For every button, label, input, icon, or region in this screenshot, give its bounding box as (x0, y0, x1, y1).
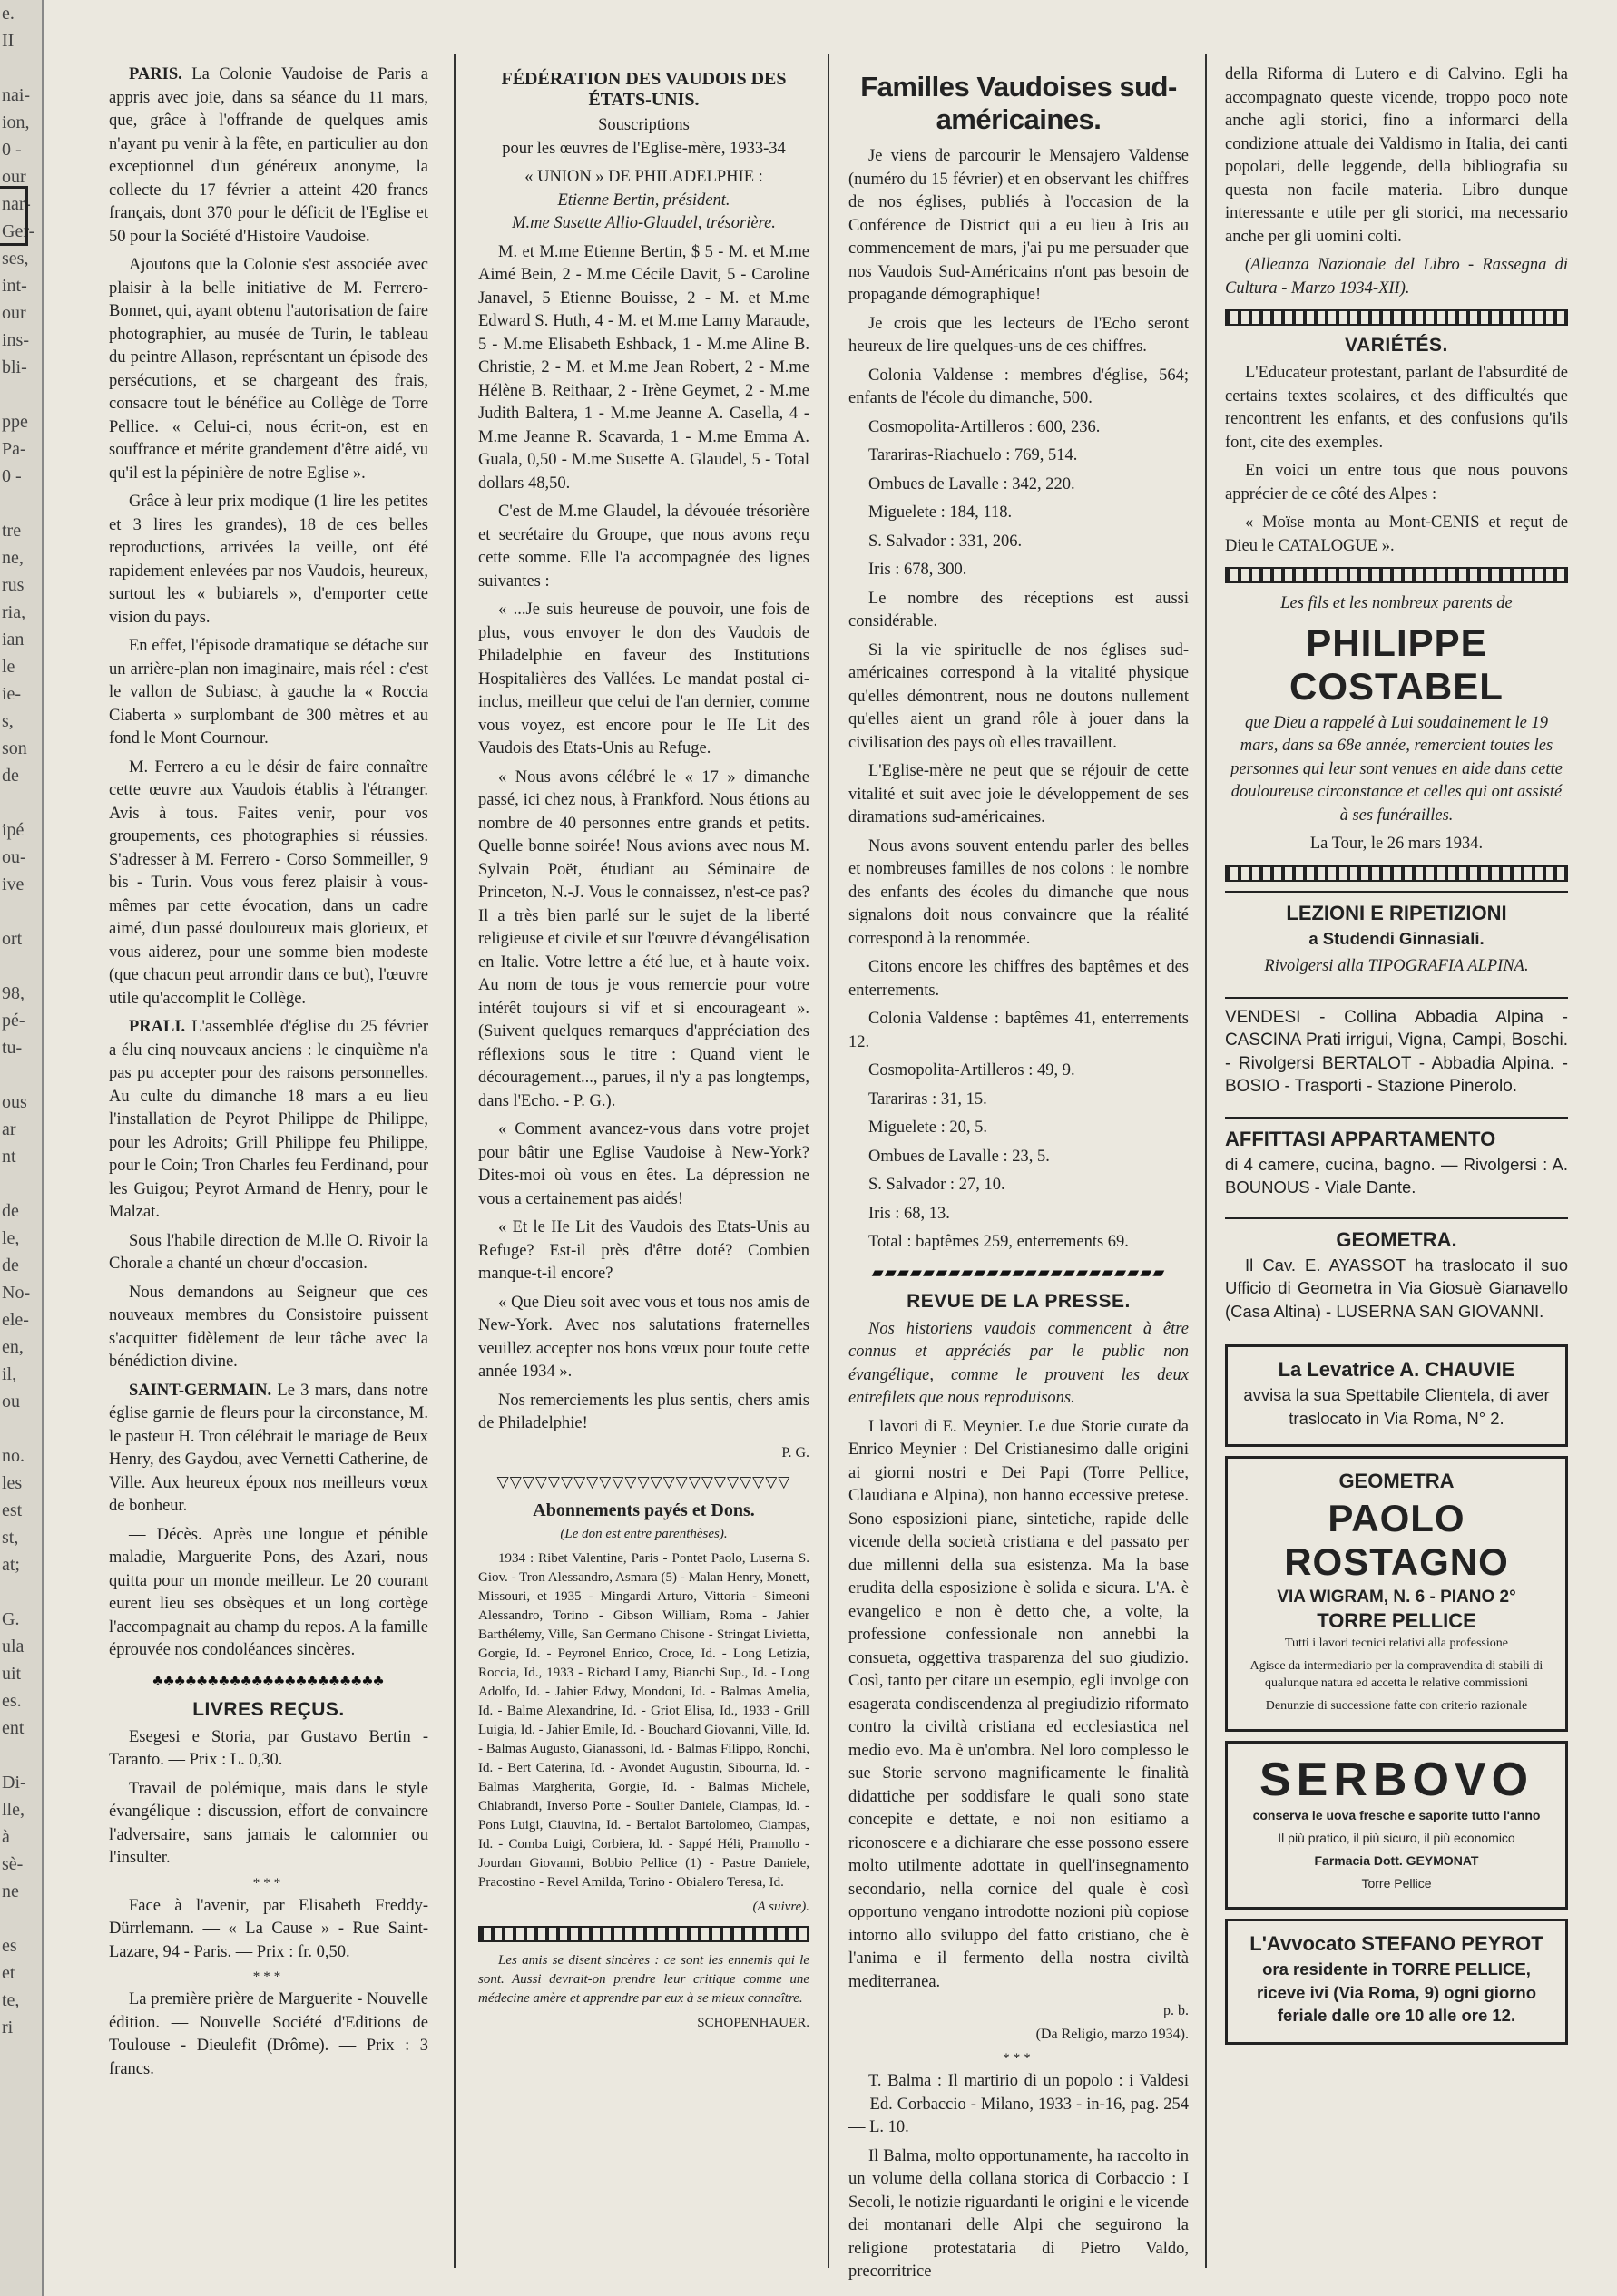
ad-text: VENDESI - Collina Abbadia Alpina - CASCINA Prati irrigui, Vigna, Campi, Boschi. - Rivolgersi BERTALOT - Abbadia Alpina. - BOSIO - Trasporti - Stazione Pinerolo. (1225, 1007, 1568, 1096)
source: (Alleanza Nazionale del Libro - Rassegna di Cultura - Marzo 1934-XII). (1225, 256, 1568, 298)
section-title: Familles Vaudoises sud-américaines. (860, 71, 1177, 135)
margin-fragment: ele- (2, 1310, 29, 1330)
margin-fragment: ppe (2, 412, 28, 432)
statistic-line: Cosmopolita-Artilleros : 600, 236. (868, 417, 1101, 436)
ad-title: SERBOVO (1259, 1754, 1534, 1806)
margin-fragment: uit (2, 1664, 22, 1684)
statistics-list (848, 1008, 1189, 1255)
margin-fragment: nai- (2, 85, 31, 105)
section-head: PARIS. (129, 65, 182, 83)
paragraph: Travail de polémique, mais dans le style évangélique : discussion, effort de convaincre l'adversaire, sans jamais le calomnier ou l'insulter. (109, 1779, 428, 1867)
ad-vendesi (1225, 997, 1568, 1111)
section-head: SAINT-GERMAIN. (129, 1381, 272, 1400)
margin-fragment: 98, (2, 983, 24, 1003)
column-3 (848, 64, 1189, 2290)
margin-fragment: int- (2, 276, 27, 296)
paragraph: Ajoutons que la Colonie s'est associée avec plaisir à la belle initiative de M. Ferrero-Bonnet, qui, ayant obtenu l'autorisation de faire photographier, au musée de Turin, le tableau du peintre Allason, représentant un épisode des persécutions, et se chargeant des frais, consacre tout le bénéfice au Collège de Torre Pellice. « Celui-ci, nous écrit-on, est en souffrance et mérite grandement d'être aidé, vu qu'il est la pépinière de notre Eglise ». (109, 256, 428, 483)
to-be-continued: (A suivre). (752, 1900, 809, 1914)
paragraph: Grâce à leur prix modique (1 lire les petites et 3 lires les grandes), 18 de ces belles reproductions, arrivées la veille, ont été rapidement enlevées par nos Vaudois, heureux, surtout les « bubiarels », d'emporter cette vision du pays. (109, 493, 428, 627)
section-title: VARIÉTÉS. (1345, 335, 1448, 356)
paragraph: — Décès. Après une longue et pénible maladie, Marguerite Pons, des Azari, nous quitta pour un monde meilleur. Le 20 courant eurent lieu ses obsèques et un long cortège l'accompagnait au champ du repos. A la famille éprouvée nos condoléances sincères. (109, 1525, 428, 1659)
ad-text: Torre Pellice (1361, 1876, 1432, 1891)
paragraph: Le nombre des réceptions est aussi considérable. (848, 589, 1189, 630)
margin-fragment: at; (2, 1555, 20, 1575)
subheading: « UNION » DE PHILADELPHIE : (524, 168, 763, 186)
paragraph: C'est de M.me Glaudel, la dévouée trésorière et secrétaire du Groupe, que nous avons reçu cette somme. Elle l'a accompagnée des lignes suivantes : (478, 503, 809, 591)
margin-fragment: s, (2, 711, 14, 731)
statistic-line: Miguelete : 20, 5. (868, 1119, 988, 1137)
column-rule (1205, 54, 1207, 2268)
margin-fragment: ula (2, 1637, 24, 1656)
margin-fragment: No- (2, 1283, 31, 1303)
subtitle: pour les œuvres de l'Eglise-mère, 1933-34 (502, 139, 786, 158)
left-page-margin-fragment (0, 0, 44, 2296)
margin-fragment: ort (2, 929, 23, 949)
margin-fragment: Ger- (2, 221, 35, 241)
margin-fragment: ion, (2, 112, 30, 132)
ad-subtitle: a Studendi Ginnasiali. (1308, 928, 1485, 948)
margin-fragment: ne, (2, 548, 24, 568)
ad-lezioni (1225, 891, 1568, 992)
margin-fragment: rus (2, 575, 24, 595)
margin-fragment: ent (2, 1718, 24, 1738)
margin-fragment: our (2, 167, 26, 187)
section-title: LIVRES REÇUS. (192, 1698, 345, 1720)
paragraph: Il Balma, molto opportunamente, ha raccolto in un volume della collana storica di Corbaccio : I Secoli, le notizie riguardanti le origini e le vicende dei montanari delle Alpi che seguirono la religione protestataria di Pietro Valdo, precorritrice (848, 2146, 1189, 2281)
source: (Da Religio, marzo 1934). (1035, 2026, 1189, 2042)
paragraph: della Riforma di Lutero e di Calvino. Egli ha accompagnato queste vicende, troppo poco note anche agli storici, fino a informarci della condizione attuale dei Valdismo in Italia, dei canti popolari, delle leggende, della bibliografia su questa non facile materia. Libro dunque interessante e utile per gli storici, ma necessario anche per gli uomini colti. (1225, 65, 1568, 246)
paragraph: Le 3 mars, dans notre église garnie de fleurs pour la circonstance, M. le pasteur H. Tron célébrait le mariage de Beux Henry, des Gaydou, avec Vernetti Catherine, de Ville. Aux heureux époux nos meilleurs vœux de bonheur. (109, 1381, 428, 1515)
margin-fragment: ipé (2, 820, 24, 840)
margin-fragment: de (2, 1201, 19, 1221)
ad-town: TORRE PELLICE (1317, 1609, 1476, 1632)
book-entry: La première prière de Marguerite - Nouvelle édition. — Nouvelle Société d'Editions de Toulouse - Dieulefit (Drôme). — Prix : 3 francs. (109, 1990, 428, 2078)
paragraph: L'Eglise-mère ne peut que se réjouir de cette vitalité et suit avec joie le développement de ses diramations sud-américaines. (848, 762, 1189, 826)
margin-fragment: à (2, 1827, 10, 1847)
margin-fragment: te, (2, 1990, 20, 2010)
statistic-line: Colonia Valdense : membres d'église, 564; enfants de l'école du dimanche, 500. (848, 366, 1189, 407)
margin-fragment: ian (2, 630, 24, 650)
margin-fragment: et (2, 1963, 15, 1983)
paragraph: La Colonie Vaudoise de Paris a appris avec joie, dans sa séance du 11 mars, que, grâce à l'offrande de quelques amis n'ayant pu venir à la fête, en particulier au don exceptionnel d'un généreux anonyme, la collecte du 17 février a atteint 420 francs français, dont 370 pour le déficit de l'Eglise et 50 pour la Société d'Histoire Vaudoise. (109, 65, 428, 246)
margin-fragment: ou (2, 1392, 20, 1412)
statistic-line: Cosmopolita-Artilleros : 49, 9. (868, 1061, 1075, 1080)
paragraph: Je viens de parcourir le Mensajero Valdense (numéro du 15 février) et en observant les chiffres de nos églises, publiés à l'occasion de la Conférence de District qui a eu lieu à Iris au commencement de mars, j'ai pu me persuader que nos Vaudois Sud-Américains n'ont pas besoin de propagande démographique! (848, 147, 1189, 304)
paragraph: I lavori di E. Meynier. Le due Storie curate da Enrico Meynier : Del Cristianesimo dalle origini ai giorni nostri e Dei Papi (Torre Pellice, Claudiana e Alpina), non hanno eccessive pretese. Sono esposizioni piane, sintetiche, rapide delle vicende della società cristiana e del passato per due millenni della sua esistenza. Ma la base erudita della esposizione è solida e sicura. L'A. è evangelico e non è detto che, a volte, la professione confessionale non annebbi la consueta, oggettiva trasparenza del suo giudizio. Così, tanto per citare un esempio, egli involge con esagerata condiscendenza al pregiudizio riformato contro la civiltà cristiana ed ecclesiastica nel medio evo. Ma è un'ombra. Nel loro complesso le sue Storie servono magnificamente le finalità didattiche per soddisfare le quali sono state concepite e dettate, e noi non esitiamo a riconoscere e a dichiarare che esse possono essere molto utilmente adottate in quell'insegnamento secondario, nella cornice del quale è così opportuno vengano introdotte nozioni più copiose intorno allo sviluppo del fatto cristiano, che è l'anima e il fermento della nostra civiltà mediterranea. (848, 1417, 1189, 1991)
statistic-line: Total : baptêmes 259, enterrements 69. (868, 1233, 1129, 1251)
ad-title: AFFITTASI APPARTAMENTO (1225, 1127, 1496, 1150)
margin-fragment: le, (2, 1228, 20, 1248)
statistic-line: S. Salvador : 331, 206. (868, 532, 1023, 551)
ad-geometra-ayassot (1225, 1217, 1568, 1336)
section-head: PRALI. (129, 1018, 186, 1036)
ad-title: GEOMETRA. (1336, 1227, 1457, 1251)
margin-fragment: ne (2, 1881, 19, 1901)
citation (848, 1999, 1189, 2046)
margin-fragment (0, 490, 42, 517)
margin-fragment (0, 898, 42, 925)
margin-fragment: Pa- (2, 439, 26, 459)
margin-fragment: our (2, 303, 26, 323)
paragraph: « Moïse monta au Mont-CENIS et reçut de Dieu le CATALOGUE ». (1225, 513, 1568, 555)
margin-fragment: est (2, 1500, 23, 1520)
margin-fragment: ou- (2, 847, 26, 867)
statistic-line: Ombues de Lavalle : 23, 5. (868, 1147, 1050, 1166)
margin-fragment: le (2, 657, 15, 677)
margin-fragment: ie- (2, 684, 22, 704)
book-entry: Esegesi e Storia, par Gustavo Bertin - Taranto. — Prix : L. 0,30. (109, 1727, 428, 1769)
column-rule (828, 54, 829, 2268)
ad-text: riceve ivi (Via Roma, 9) ogni giorno feriale dalle ore 10 alle ore 12. (1256, 1982, 1537, 2025)
margin-fragment: es. (2, 1691, 22, 1711)
statistic-line: Tarariras-Riachuelo : 769, 514. (868, 446, 1078, 464)
ad-text: Denunzie di successione fatte con criterio razionale (1265, 1699, 1528, 1713)
signature: P. G. (781, 1444, 809, 1461)
paragraph: Si la vie spirituelle de nos églises sud-américaines correspond à la vitalité physique qu'elles démontrent, nous ne doutons nullement qu'elles aient un grand rôle à jouer dans la civilisation des pays où elles travaillent. (848, 640, 1189, 752)
margin-fragment: II (2, 31, 15, 51)
margin-fragment: st, (2, 1528, 19, 1548)
margin-fragment (0, 1578, 42, 1606)
margin-fragment: lle, (2, 1800, 24, 1820)
signature: p. b. (1163, 2003, 1189, 2018)
ad-text: avvisa la sua Spettabile Clientela, di aver traslocato in Via Roma, N° 2. (1243, 1385, 1550, 1428)
statistic-line: Ombues de Lavalle : 342, 220. (868, 474, 1075, 493)
margin-fragment: sè- (2, 1854, 24, 1874)
ad-geometra-rostagno (1225, 1456, 1568, 1732)
statistics-list (848, 365, 1189, 582)
treasurer: M.me Susette Allio-Glaudel, trésorière. (512, 214, 776, 232)
ornament-divider: ♣♣♣♣♣♣♣♣♣♣♣♣♣♣♣♣♣♣♣♣♣ (152, 1671, 385, 1689)
margin-fragment (0, 1415, 42, 1442)
paragraph: L'Educateur protestant, parlant de l'absurdité de certains textes scolaires, et des difficultés que rencontrent les enfants, et des confusions qu'ils font, cite des exemples. (1225, 364, 1568, 452)
paragraph: L'assemblée d'église du 25 février a élu cinq nouveaux anciens : le cinquième n'a pas pu accepter pour des raisons personnelles. Au culte du dimanche 18 mars a eu lieu l'installation de Peyrot Philippe de Philippe, pour les Adroits; Grill Philippe feu Philippe, pour le Coin; Tron Charles feu Ferdinand, pour les Guigou; Peyrot Armand de Henry, pour le Malzat. (109, 1018, 428, 1221)
margin-fragment: il, (2, 1364, 17, 1384)
margin-fragment: G. (2, 1609, 20, 1629)
margin-fragment: 0 - (2, 140, 22, 160)
notice-date: La Tour, le 26 mars 1934. (1309, 835, 1484, 853)
paragraph: M. Ferrero a eu le désir de faire connaître cette œuvre aux Vaudois établis à l'étranger. Avis à tous. Faites venir, pour vos groupements, ces photographies si réussies. S'adresser à M. Ferrero - Corso Sommeiller, 9 bis - Turin. Vous vous ferez plaisir à vous-mêmes par cette évocation, dans un cadre aimé, d'un passé douloureux mais glorieux, et vous aiderez, pour une somme bien modeste (que chacun peut arrondir dans ce but), l'œuvre utile qu'accomplit le Collège. (109, 757, 428, 1008)
paragraph: Nous avons souvent entendu parler des belles et nombreuses familles de nos colons : le nombre des enfants des écoles du dimanche que nous signalons doit nous convaincre que la réalité correspond à la renommée. (848, 836, 1189, 948)
paragraph: « Comment avancez-vous dans votre projet pour bâtir une Eglise Vaudoise à New-York? Dites-moi où vous en êtes. La dépression ne vous a certainement pas aidés! (478, 1120, 809, 1208)
ad-text: Farmacia Dott. GEYMONAT (1314, 1853, 1479, 1868)
column-rule (454, 54, 456, 2268)
separator-stars: *** (1003, 2051, 1034, 2066)
paragraph: Nous demandons au Seigneur que ces nouveaux membres du Consistoire puissent s'acquitter fidèlement de leur tâche avec la bénédiction divine. (109, 1283, 428, 1371)
margin-fragment: de (2, 1255, 19, 1275)
margin-fragment (0, 1170, 42, 1197)
paragraph: Je crois que les lecteurs de l'Echo seront heureux de lire quelques-uns de ces chiffres. (848, 314, 1189, 356)
paragraph: « Nous avons célébré le « 17 » dimanche passé, ici chez nous, à Frankford. Nous étions au nombre de 40 personnes entre grands et petits. Quelle bonne soirée! Nous avions avec nous M. Sylvain Poët, étudiant au Séminaire de Princeton, N.-J. Vous le connaissez, n'est-ce pas? Il a très bien parlé sur le sujet de la liberté religieuse et civile et sur l'œuvre d'évangélisation en Italie. Votre lettre a été lue, et à haute voix. Au nom de tous je vous remercie pour votre intérêt toujours si vif et si encourageant ». (Suivent quelques remarques d'appréciation des réflexions sous le titre : Quand vient le découragement..., parues, il n'y a pas longtemps, dans l'Echo. - P. G.). (478, 767, 809, 1110)
ad-text: ora residente in TORRE PELLICE, (1262, 1959, 1531, 1978)
margin-fragment (0, 953, 42, 980)
paragraph: En voici un entre tous que nous pouvons apprécier de ce côté des Alpes : (1225, 462, 1568, 503)
statistic-line: Iris : 68, 13. (868, 1204, 950, 1223)
margin-fragment (0, 1061, 42, 1089)
section-title: Abonnements payés et Dons. (533, 1500, 755, 1520)
ornament-divider (478, 1926, 809, 1942)
ad-title: LEZIONI E RIPETIZIONI (1286, 901, 1507, 924)
ad-text: Rivolgersi alla TIPOGRAFIA ALPINA. (1264, 957, 1529, 975)
prali-article (109, 1016, 428, 1225)
ad-serbovo (1225, 1741, 1568, 1910)
statistic-line: Miguelete : 184, 118. (868, 503, 1013, 522)
subtitle: Souscriptions (598, 116, 690, 134)
ad-affittasi (1225, 1117, 1568, 1212)
margin-fragment: nt (2, 1147, 16, 1167)
margin-fragment: ous (2, 1092, 27, 1112)
margin-fragment: ins- (2, 330, 29, 350)
notice-text: que Dieu a rappelé à Lui soudainement le 19 mars, dans sa 68e année, remercient toutes les personnes qui leur sont venues en aide dans cette douloureuse circonstance et celles qui ont assisté à ses funérailles. (1230, 713, 1563, 825)
book-entry: Face à l'avenir, par Elisabeth Freddy-Dürrlemann. — « La Cause » - Rue Saint-Lazare, 94 - Paris. — Prix : fr. 0,50. (109, 1896, 428, 1961)
margin-fragment (0, 381, 42, 408)
ad-name: PAOLO ROSTAGNO (1284, 1497, 1509, 1583)
separator-stars: *** (252, 1969, 285, 1984)
paragraph: « Et le IIe Lit des Vaudois des Etats-Unis au Refuge? Est-il près d'être doté? Combien manque-t-il encore? (478, 1218, 809, 1283)
margin-fragment: pé- (2, 1011, 25, 1031)
note: (Le don est entre parenthèses). (560, 1527, 728, 1541)
margin-fragment (0, 1742, 42, 1769)
margin-box-fragment (0, 186, 28, 246)
margin-fragment: les (2, 1473, 23, 1493)
subscription-list: 1934 : Ribet Valentine, Paris - Pontet Paolo, Luserna S. Giov. - Tron Alessandro, Asmara (5) - Malan Henry, Monett, Missouri, et 1935 - Mingardi Arturo, Vittoria - Simeoni Alessandro, Torino - Gibson William, Roma - Jahier Barthélemy, Ville, San Germano Chisone - Stringat Livietta, Gorgie, Id. - Peyronel Enrico, Croce, Id. - Long Letizia, Roccia, Id., 1933 - Richard Lamy, Bianchi Sup., Id. - Long Adolfo, Id. - Jahier Edwy, Mondoni, Id. - Balmas Amelia, Id. - Balme Alexandrine, Id. - Griot Elisa, Id., 1933 - Grill Luigia, Id. - Jahier Emile, Id. - Bouchard Giovanni, Ville, Id. - Balmas Augusto, Gianassoni, Id. - Balmas Filippo, Ronchi, Id. - Bert Caterina, Id. - Avondet Augustin, Sibourna, Id. - Balmas Margherita, Gorgie, Id. - Balmas Michele, Chiabrandi, Inverso Porte - Soulier Daniele, Ciampas, Id. - Pons Luigi, Ciauvina, Id. - Bertalot Bartolomeo, Ciampas, Id. - Comba Luigi, Corbiera, Id. - Sappé Héli, Pramollo - Jourdan Giovanni, Bobbio Pellice (1) - Pastre Daniele, Pracostino - Revel Amilda, Torino - Obialero Teresa, Id. (478, 1551, 809, 1890)
separator-stars: *** (252, 1875, 285, 1891)
margin-fragment: Di- (2, 1773, 26, 1793)
column-2 (478, 64, 809, 2038)
section-title: REVUE DE LA PRESSE. (906, 1290, 1131, 1312)
statistic-line: Colonia Valdense : baptêmes 41, enterrements 12. (848, 1010, 1189, 1051)
subscriber-list: M. et M.me Etienne Bertin, $ 5 - M. et M.me Aimé Bein, 2 - M.me Cécile Davit, 5 - Caroline Janavel, 5 Etienne Bouisse, 2 - M. et M.me Edward S. Huth, 4 - M. et M.me Lamy Maraude, 5 - M.me Elisabeth Eshback, 1 - M.me Aline B. Christie, 2 - M. et M.me Jean Robert, 2 - M.me Hélène B. Reithaar, 2 - Irène Geymet, 2 - M.me Judith Baltera, 1 - M.me Jeanne A. Casella, 4 - M.me Jeanne R. Scavarda, 1 - M.me Emma A. Guala, 0,50 - M.me Susette A. Glaudel, 5 - Total dollars 48,50. (478, 242, 809, 493)
paragraph: Sous l'habile direction de M.lle O. Rivoir la Chorale a chanté un chœur d'occasion. (109, 1231, 428, 1273)
margin-fragment: no. (2, 1446, 24, 1466)
saint-germain-article (109, 1380, 428, 1519)
margin-fragment: en, (2, 1337, 24, 1357)
ad-title: L'Avvocato STEFANO PEYROT (1250, 1932, 1544, 1955)
margin-fragment (0, 789, 42, 816)
notice-intro: Les fils et les nombreux parents de (1280, 594, 1513, 612)
ad-text: Tutti i lavori tecnici relativi alla professione (1285, 1637, 1508, 1650)
margin-fragment (0, 54, 42, 82)
ad-title: La Levatrice A. CHAUVIE (1278, 1358, 1515, 1381)
statistic-line: Iris : 678, 300. (868, 561, 967, 579)
ad-avvocato (1225, 1919, 1568, 2045)
ad-text: Il Cav. E. AYASSOT ha traslocato il suo Ufficio di Geometra in Via Giosuè Gianavello (Casa Altina) - LUSERNA SAN GIOVANNI. (1225, 1255, 1568, 1321)
section-title: FÉDÉRATION DES VAUDOIS DES ÉTATS-UNIS. (501, 69, 787, 110)
margin-fragment: son (2, 738, 27, 758)
statistic-line: S. Salvador : 27, 10. (868, 1176, 1005, 1194)
margin-fragment: es (2, 1936, 17, 1956)
margin-fragment: ri (2, 2018, 14, 2037)
margin-fragment: nar- (2, 194, 31, 214)
paris-article (109, 64, 428, 249)
ornament-divider: ▽▽▽▽▽▽▽▽▽▽▽▽▽▽▽▽▽▽▽▽▽▽▽ (496, 1473, 791, 1490)
column-1 (109, 64, 428, 2086)
ornament-divider (1225, 309, 1568, 326)
margin-fragment: e. (2, 4, 15, 24)
paragraph: « ...Je suis heureuse de pouvoir, une fois de plus, vous envoyer le don des Vaudois de Philadelphie en faveur des Institutions Hospitalières des Vallées. Le mandat postal ci-inclus, meilleur que celui de l'an dernier, comme vous voyez, est encore pour le IIe Lit des Vaudois des Etats-Unis au Refuge. (478, 601, 809, 757)
paragraph: Citons encore les chiffres des baptêmes et des enterrements. (848, 958, 1189, 1000)
paragraph: « Que Dieu soit avec vous et tous nos amis de New-York. Avec nos salutations fraternelles veuillez accepter nos bons vœux pour toute cette année 1934 ». (478, 1293, 809, 1381)
paragraph: Nos remerciements les plus sentis, chers amis de Philadelphie! (478, 1391, 809, 1432)
ad-text: Il più pratico, il più sicuro, il più economico (1278, 1831, 1515, 1845)
quote-author: SCHOPENHAUER. (697, 2016, 809, 2030)
margin-fragment: ar (2, 1119, 16, 1139)
margin-fragment: bli- (2, 357, 27, 377)
column-4 (1225, 64, 1568, 2054)
ad-address: VIA WIGRAM, N. 6 - PIANO 2° (1277, 1588, 1516, 1607)
margin-fragment: de (2, 766, 19, 786)
paragraph: Nos historiens vaudois commencent à être connus et appréciés par le public non évangélique, comme le prouvent les deux entrefilets que nous reproduisons. (848, 1319, 1189, 1407)
quote: Les amis se disent sincères : ce sont les ennemis qui le sont. Aussi devrait-on prendre leur critique comme une médecine amère et apprendre par eux à se mieux connaître. (478, 1953, 809, 2006)
paragraph: T. Balma : Il martirio di un popolo : i Valdesi — Ed. Corbaccio - Milano, 1933 - in-16, pag. 254 — L. 10. (848, 2072, 1189, 2136)
margin-fragment: 0 - (2, 466, 22, 486)
deceased-name: PHILIPPE COSTABEL (1289, 620, 1504, 708)
statistic-line: Tarariras : 31, 15. (868, 1089, 987, 1109)
ad-text: di 4 camere, cucina, bagno. — Rivolgersi : A. BOUNOUS - Viale Dante. (1225, 1154, 1568, 1197)
ad-levatrice (1225, 1344, 1568, 1447)
ornament-divider (1225, 865, 1568, 882)
margin-fragment (0, 1905, 42, 1932)
margin-fragment: ria, (2, 602, 26, 622)
ornament-divider: ▰▰▰▰▰▰▰▰▰▰▰▰▰▰▰▰▰▰▰▰▰▰▰ (871, 1263, 1166, 1281)
ad-text: conserva le uova fresche e saporite tutto l'anno (1252, 1808, 1541, 1822)
ad-text: Agisce da intermediario per la compravendita di stabili di qualunque natura ed accetta le relative commissioni (1250, 1659, 1544, 1690)
paragraph: En effet, l'épisode dramatique se détache sur un arrière-plan non imaginaire, mais réel : c'est le vallon de Subiasc, à gauche la « Roccia Ciaberta » surplombant de 300 mètres et au fond le Mont Cournour. (109, 637, 428, 747)
margin-fragment: tu- (2, 1038, 23, 1058)
ornament-divider (1225, 567, 1568, 583)
margin-fragment: ive (2, 874, 24, 894)
margin-fragment: tre (2, 521, 22, 541)
ad-title: GEOMETRA (1338, 1470, 1455, 1492)
margin-fragment: ses, (2, 249, 29, 269)
president: Etienne Bertin, président. (557, 191, 730, 210)
